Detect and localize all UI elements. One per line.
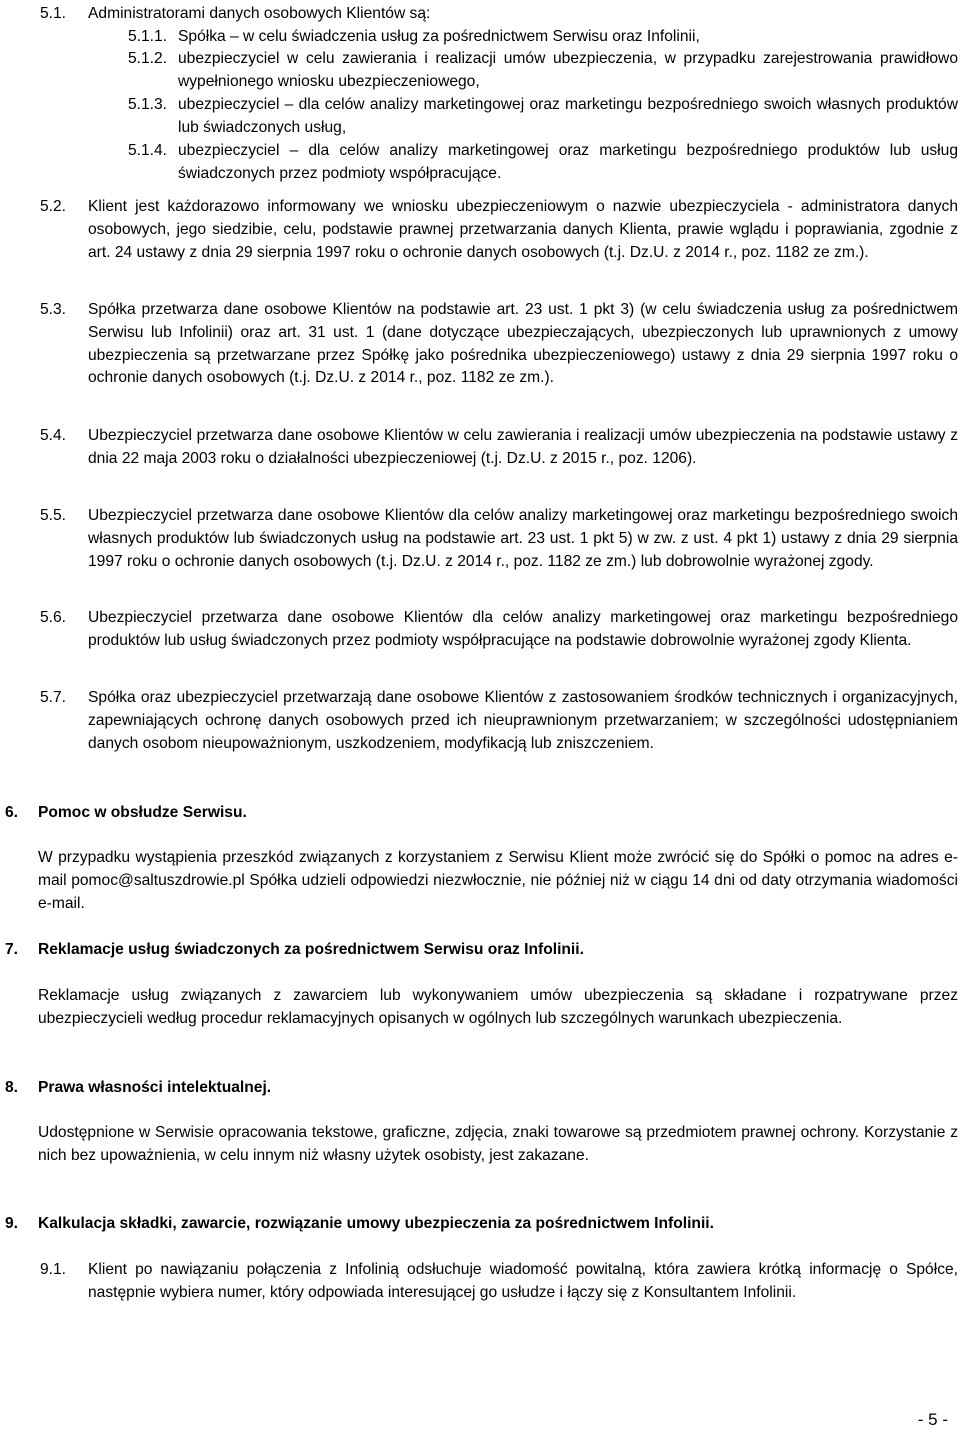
clause-5-3: [40, 299, 958, 390]
section-6-text: W przypadku wystąpienia przeszkód związanych z korzystaniem z Serwisu Klient może zwrócić się do Spółki o pomoc na adres e-mail pomoc@saltuszdrowie.pl Spółka udzieli odpowiedzi niezwłocznie, nie później niż w ciągu 14 dni od daty otrzymania wiadomości e-mail.: [38, 849, 958, 912]
clause-5-4: [40, 425, 958, 471]
section-8-heading: [5, 1077, 955, 1100]
clause-text: Administratorami danych osobowych Klientów są:: [88, 5, 431, 22]
clause-number: 5.1.2.: [128, 50, 168, 67]
clause-text: Klient jest każdorazowo informowany we wniosku ubezpieczeniowym o nazwie ubezpieczyciela - administratora danych osobowych, jego siedzibie, celu, podstawie prawnej przetwarzania danych Klienta, prawie wglądu i poprawiania, zgodnie z art. 24 ustawy z dnia 29 sierpnia 1997 roku o ochronie danych osobowych (t.j. Dz.U. z 2014 r., poz. 1182 ze zm.).: [88, 198, 958, 261]
section-8-text: Udostępnione w Serwisie opracowania tekstowe, graficzne, zdjęcia, znaki towarowe są przedmiotem prawnej ochrony. Korzystanie z nich bez upoważnienia, w celu innym niż własny użytek osobisty, jest zakazane.: [38, 1124, 958, 1164]
clause-text: Klient po nawiązaniu połączenia z Infolinią odsłuchuje wiadomość powitalną, która zawiera krótką informację o Spółce, następnie wybiera numer, który odpowiada interesującej go usłudze i łączy się z Konsultantem Infolinii.: [88, 1261, 958, 1301]
clause-5-7: [40, 687, 958, 755]
clause-number: 5.1.1.: [128, 28, 168, 45]
clause-5-1-2: [128, 48, 958, 94]
clause-text: ubezpieczyciel w celu zawierania i realizacji umów ubezpieczenia, w przypadku zarejestrowania prawidłowo wypełnionego wniosku ubezpieczeniowego,: [178, 50, 958, 90]
section-number: 9.: [5, 1215, 19, 1232]
clause-text: ubezpieczyciel – dla celów analizy marketingowej oraz marketingu bezpośredniego produktów lub usług świadczonych przez podmioty współpracujące.: [178, 142, 958, 182]
clause-text: Spółka oraz ubezpieczyciel przetwarzają dane osobowe Klientów z zastosowaniem środków technicznych i organizacyjnych, zapewniających ochronę danych osobowych przed ich nieuprawnionym przetwarzaniem; w szczególności udostępnianiem danych osobom nieupoważnionym, uszkodzeniem, modyfikacją lub zniszczeniem.: [88, 689, 958, 752]
clause-9-1: [40, 1259, 958, 1305]
section-title: Reklamacje usług świadczonych za pośrednictwem Serwisu oraz Infolinii.: [38, 941, 584, 958]
clause-number: 5.6.: [40, 609, 67, 626]
clause-5-6: [40, 607, 958, 653]
section-title: Kalkulacja składki, zawarcie, rozwiązanie umowy ubezpieczenia za pośrednictwem Infolinii.: [38, 1215, 714, 1232]
clause-number: 5.1.4.: [128, 142, 168, 159]
clause-text: Ubezpieczyciel przetwarza dane osobowe Klientów dla celów analizy marketingowej oraz marketingu bezpośredniego swoich własnych produktów lub świadczonych usług na podstawie art. 23 ust. 1 pkt 5) w zw. z ust. 4 pkt 1) ustawy z dnia 29 sierpnia 1997 roku o ochronie danych osobowych (t.j. Dz.U. z 2014 r., poz. 1182 ze zm.) lub dobrowolnie wyrażonej zgody.: [88, 507, 958, 570]
clause-5-1: [40, 3, 950, 26]
section-7-heading: [5, 939, 955, 962]
clause-number: 5.1.3.: [128, 96, 168, 113]
clause-number: 5.1.: [40, 5, 67, 22]
clause-number: 5.4.: [40, 427, 67, 444]
section-number: 6.: [5, 804, 19, 821]
clause-5-1-1: [128, 26, 950, 49]
section-number: 7.: [5, 941, 19, 958]
section-9-heading: [5, 1213, 955, 1236]
clause-text: Ubezpieczyciel przetwarza dane osobowe Klientów w celu zawierania i realizacji umów ubezpieczenia na podstawie ustawy z dnia 22 maja 2003 roku o działalności ubezpieczeniowej (t.j. Dz.U. z 2015 r., poz. 1206).: [88, 427, 958, 467]
section-7-text: Reklamacje usług związanych z zawarciem lub wykonywaniem umów ubezpieczenia są składane i rozpatrywane przez ubezpieczycieli według procedur reklamacyjnych opisanych w ogólnych lub szczególnych warunkach ubezpieczenia.: [38, 987, 958, 1027]
clause-text: ubezpieczyciel – dla celów analizy marketingowej oraz marketingu bezpośredniego swoich własnych produktów lub świadczonych usług,: [178, 96, 958, 136]
clause-5-5: [40, 505, 958, 573]
section-6-heading: [5, 802, 955, 825]
clause-number: 5.3.: [40, 301, 67, 318]
clause-number: 9.1.: [40, 1261, 67, 1278]
clause-text: Ubezpieczyciel przetwarza dane osobowe Klientów dla celów analizy marketingowej oraz marketingu bezpośredniego produktów lub usług świadczonych przez podmioty współpracujące na podstawie dobrowolnie wyrażonej zgody Klienta.: [88, 609, 958, 649]
clause-number: 5.5.: [40, 507, 67, 524]
clause-number: 5.2.: [40, 198, 67, 215]
clause-5-2: [40, 196, 958, 264]
section-title: Pomoc w obsłudze Serwisu.: [38, 804, 247, 821]
section-number: 8.: [5, 1079, 19, 1096]
page-number: - 5 -: [917, 1410, 948, 1429]
clause-text: Spółka – w celu świadczenia usług za pośrednictwem Serwisu oraz Infolinii,: [178, 28, 700, 45]
clause-5-1-3: [128, 94, 958, 140]
clause-number: 5.7.: [40, 689, 67, 706]
clause-5-1-4: [128, 140, 958, 186]
section-title: Prawa własności intelektualnej.: [38, 1079, 272, 1096]
clause-text: Spółka przetwarza dane osobowe Klientów na podstawie art. 23 ust. 1 pkt 3) (w celu świadczenia usług za pośrednictwem Serwisu lub Infolinii) oraz art. 31 ust. 1 (dane dotyczące ubezpieczających, ubezpieczonych lub uprawnionych z umowy ubezpieczenia są przetwarzane przez Spółkę jako pośrednika ubezpieczeniowego) ustawy z dnia 29 sierpnia 1997 roku o ochronie danych osobowych (t.j. Dz.U. z 2014 r., poz. 1182 ze zm.).: [88, 301, 958, 387]
